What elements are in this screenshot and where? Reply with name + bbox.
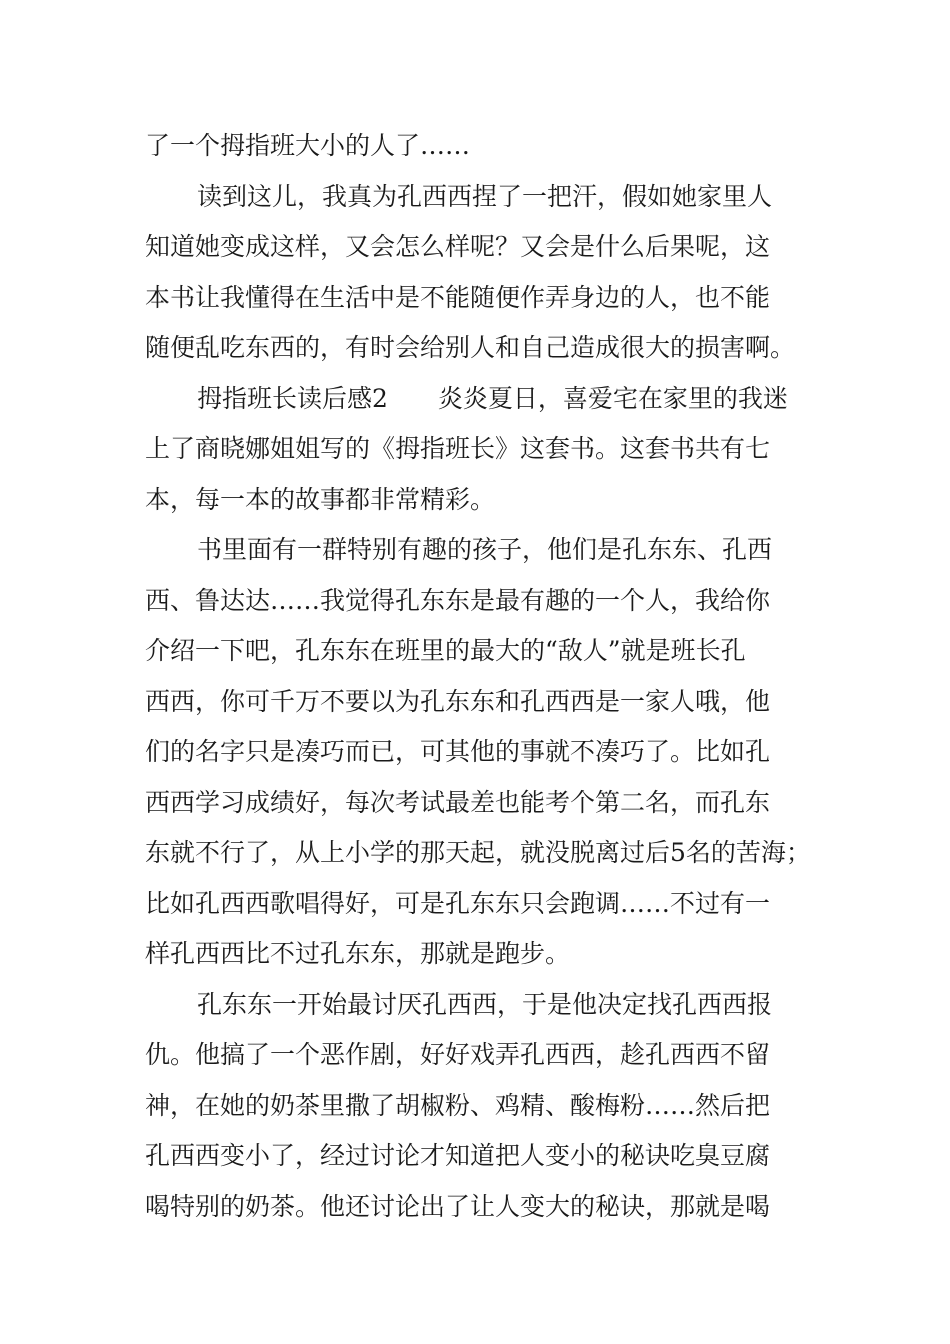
- paragraph-start-line: 拇指班长读后感2 炎炎夏日，喜爱宅在家里的我迷: [197, 383, 788, 413]
- text-line: 知道她变成这样，又会怎么样呢？又会是什么后果呢，这: [145, 232, 771, 261]
- text-line: 比如孔西西歌唱得好，可是孔东东只会跑调……不过有一: [145, 888, 771, 918]
- paragraph-start-line: 读到这儿，我真为孔西西捏了一把汗，假如她家里人: [197, 181, 773, 211]
- body-text: [145, 121, 815, 1232]
- text-line: 仇。他搞了一个恶作剧，好好戏弄孔西西，趁孔西西不留: [145, 1040, 771, 1069]
- text-line: 孔西西变小了，经过讨论才知道把人变小的秘诀吃臭豆腐: [145, 1141, 771, 1170]
- text-line: 们的名字只是凑巧而已，可其他的事就不凑巧了。比如孔: [145, 737, 771, 766]
- text-line: 本，每一本的故事都非常精彩。: [145, 484, 496, 514]
- text-line: 样孔西西比不过孔东东，那就是跑步。: [145, 939, 571, 968]
- text-line: 喝特别的奶茶。他还讨论出了让人变大的秘诀，那就是喝: [145, 1191, 771, 1221]
- text-line: 了一个拇指班大小的人了……: [145, 131, 471, 160]
- paragraph-start-line: 书里面有一群特别有趣的孩子，他们是孔东东、孔西: [197, 535, 773, 564]
- text-line: 西西，你可千万不要以为孔东东和孔西西是一家人哦，他: [145, 686, 771, 716]
- text-line: 本书让我懂得在生活中是不能随便作弄身边的人，也不能: [145, 282, 771, 312]
- paragraph-start-line: 孔东东一开始最讨厌孔西西，于是他决定找孔西西报: [197, 989, 773, 1019]
- text-line: 东就不行了，从上小学的那天起，就没脱离过后5名的苦海；: [145, 838, 811, 867]
- text-line: 介绍一下吧，孔东东在班里的最大的“敌人”就是班长孔: [145, 636, 746, 665]
- text-line: 随便乱吃东西的，有时会给别人和自己造成很大的损害啊。: [145, 333, 796, 362]
- text-line: 上了商晓娜姐姐写的《拇指班长》这套书。这套书共有七: [145, 434, 771, 463]
- text-line: 西西学习成绩好，每次考试最差也能考个第二名，而孔东: [145, 787, 771, 817]
- text-line: 西、鲁达达……我觉得孔东东是最有趣的一个人，我给你: [145, 585, 771, 615]
- text-line: 神，在她的奶茶里撒了胡椒粉、鸡精、酸梅粉……然后把: [145, 1090, 771, 1120]
